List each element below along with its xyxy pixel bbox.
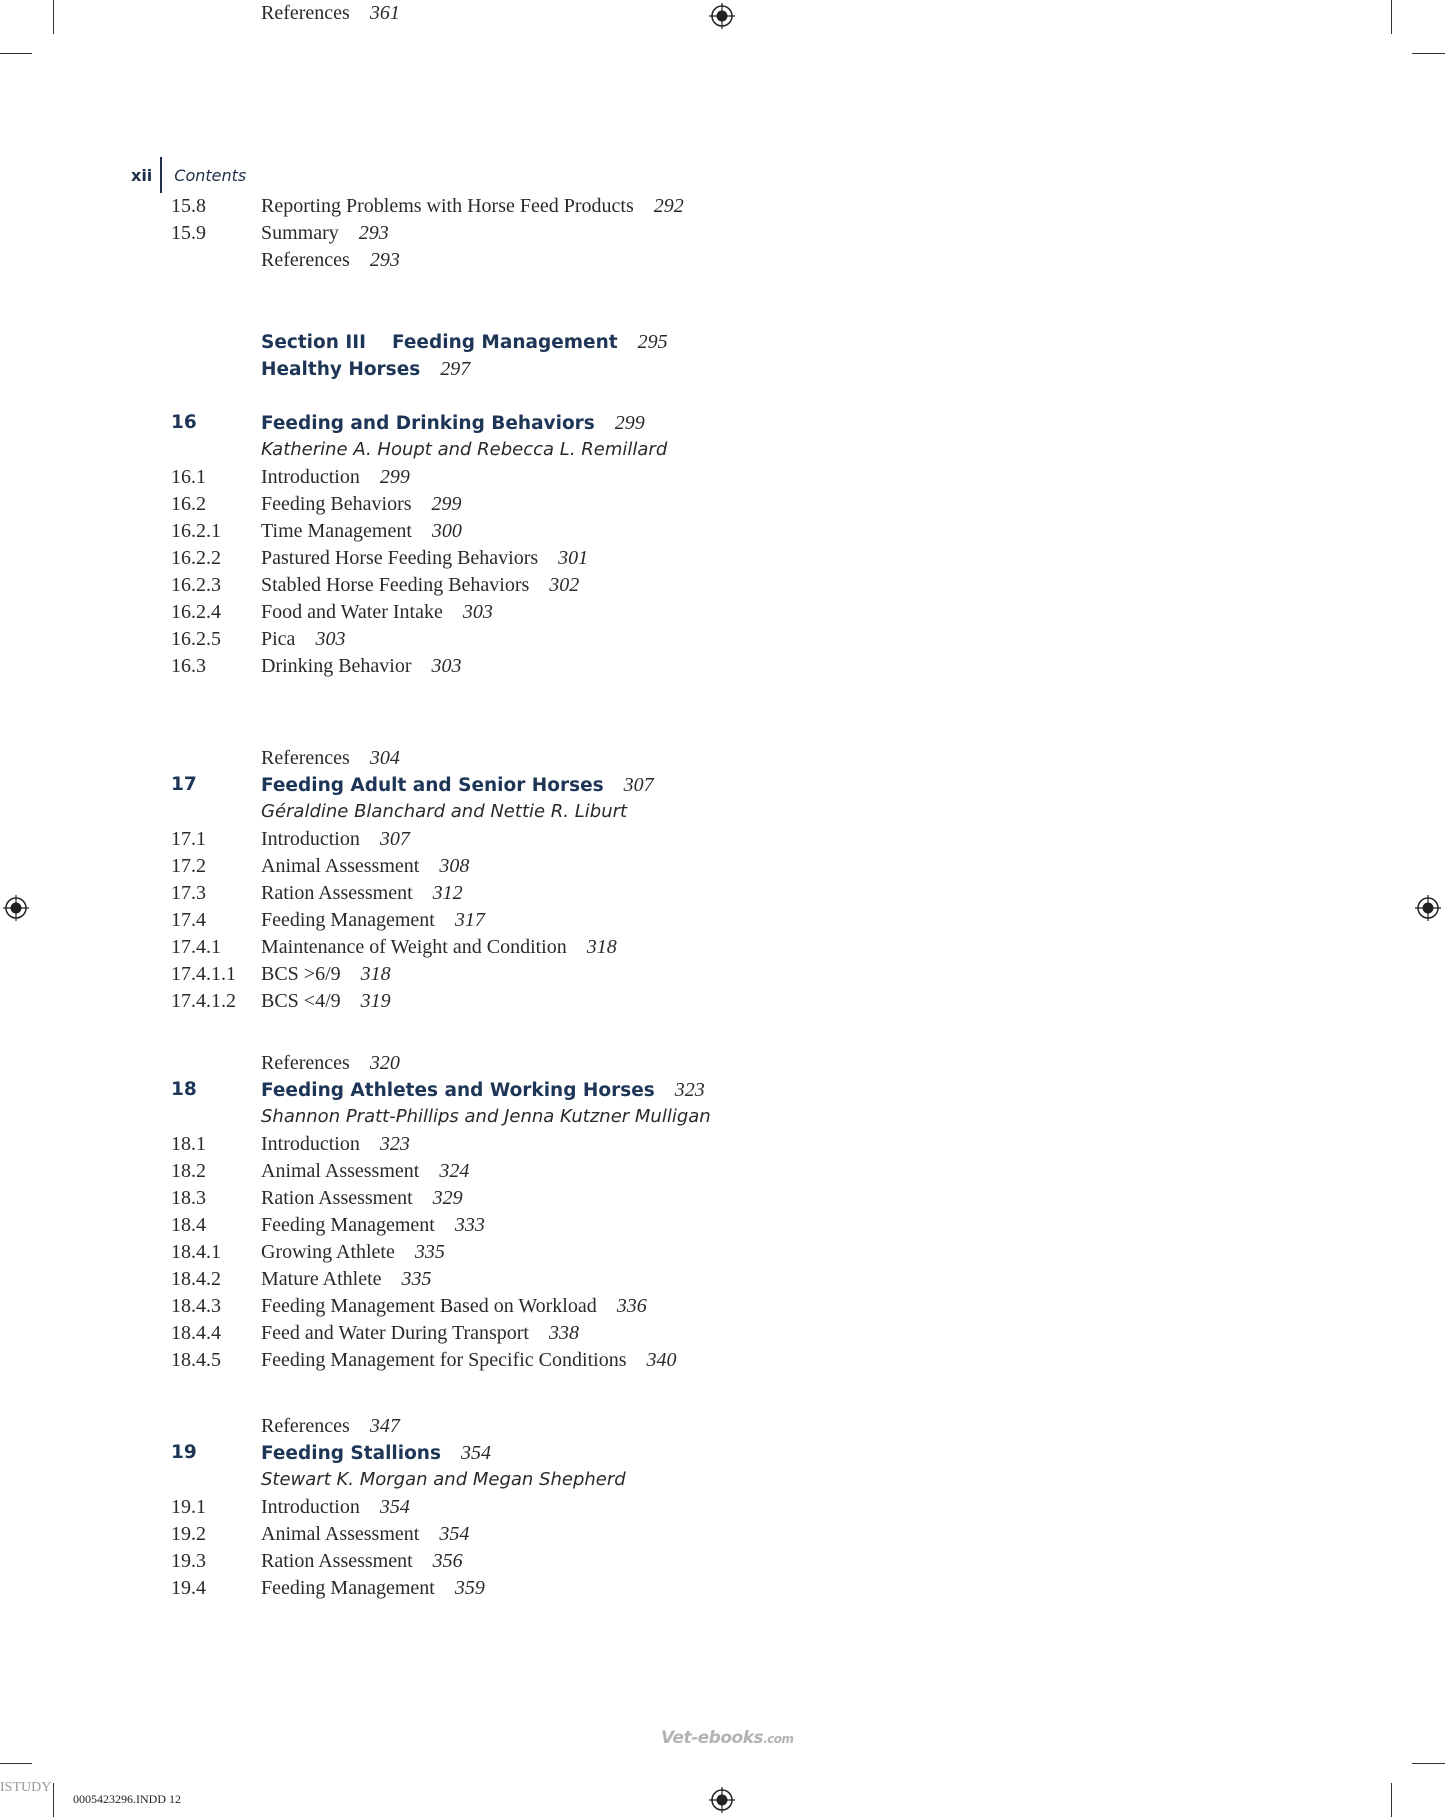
entry-number: 16.2 [171,493,206,515]
entry-title-wrap [261,1158,469,1184]
entry-title-wrap [261,491,462,517]
page-number: 299 [431,493,462,515]
entry-title-wrap [261,1413,400,1439]
entry-title: Introduction [261,466,360,488]
page-number: 318 [360,963,391,985]
entry-title-wrap [261,464,410,490]
entry-number: 18.1 [171,1133,206,1155]
page-number: 303 [431,655,462,677]
page-number: 297 [440,358,471,380]
page-number: 338 [549,1322,579,1344]
entry-number: 17.4.1.1 [171,963,236,985]
page-number: 312 [432,882,463,904]
entry-title-wrap [261,1050,400,1076]
page-number: 354 [461,1442,491,1464]
page-number: 320 [369,1052,400,1074]
entry-title: Stewart K. Morgan and Megan Shepherd [261,1469,626,1490]
entry-title-wrap [261,247,400,273]
page-number: 329 [432,1187,463,1209]
entry-title: Introduction [261,1496,360,1518]
page-number: 301 [558,547,589,569]
running-header [131,157,246,193]
entry-title: Ration Assessment [261,1187,413,1209]
page-number: 335 [401,1268,432,1290]
entry-title: Mature Athlete [261,1268,382,1290]
entry-title: Drinking Behavior [261,655,412,677]
page-number: 336 [616,1295,647,1317]
crop-mark [0,1763,32,1764]
entry-number: 19.2 [171,1523,206,1545]
page-number: 303 [315,628,346,650]
entry-title: Introduction [261,1133,360,1155]
page-number: 299 [379,466,410,488]
registration-mark-icon [1415,895,1441,921]
entry-title: Feeding Management for Specific Conditions [261,1349,627,1371]
entry-title-wrap [261,653,462,679]
crop-mark [1412,53,1445,54]
entry-title-wrap [261,1440,491,1467]
entry-number: 17.4.1.2 [171,990,236,1012]
page-number: 292 [653,195,684,217]
entry-number: 16.2.5 [171,628,221,650]
entry-title: Feeding and Drinking Behaviors [261,413,595,434]
entry-title-wrap [261,799,627,825]
watermark-text: Vet-ebooks [661,1728,764,1748]
page-number: 340 [646,1349,677,1371]
entry-title: Summary [261,222,339,244]
entry-title: Feed and Water During Transport [261,1322,529,1344]
entry-title-wrap [261,745,400,771]
entry-number: 16 [171,412,197,433]
side-tag: ISTUDY [0,1780,52,1795]
entry-number: 18.4.5 [171,1349,221,1371]
page-number: 324 [439,1160,470,1182]
entry-number: 15.8 [171,195,206,217]
entry-title-wrap [261,545,588,571]
crop-mark [53,0,54,34]
entry-title: Ration Assessment [261,1550,413,1572]
entry-title: Stabled Horse Feeding Behaviors [261,574,530,596]
entry-title-wrap [261,961,391,987]
file-slug: 0005423296.INDD 12 [73,1792,181,1806]
entry-number: 17 [171,774,197,795]
page-number: 303 [462,601,493,623]
entry-title: Healthy Horses [261,359,421,380]
entry-number: 18.4.4 [171,1322,221,1344]
entry-title: Animal Assessment [261,1523,420,1545]
running-title: Contents [174,165,247,185]
page-number: 299 [614,412,645,434]
header-divider [160,157,162,193]
entry-number: 16.2.4 [171,601,221,623]
entry-number: 15.9 [171,222,206,244]
page-number: 317 [454,909,485,931]
entry-number: 18.4.3 [171,1295,221,1317]
crop-mark [53,1783,54,1817]
entry-title-wrap [261,1239,445,1265]
entry-title-wrap [261,193,684,219]
page-number: 304 [369,747,400,769]
entry-number: 17.3 [171,882,206,904]
entry-number: 17.2 [171,855,206,877]
page-number: 333 [454,1214,485,1236]
registration-mark-icon [709,3,735,29]
entry-title: BCS >6/9 [261,963,341,985]
entry-title-wrap [261,934,617,960]
entry-title-wrap [261,329,668,356]
page-number: 359 [454,1577,485,1599]
entry-title: Feeding Management [261,1577,435,1599]
registration-mark-icon [709,1787,735,1813]
entry-title-wrap [261,907,485,933]
entry-number: 18.4 [171,1214,206,1236]
entry-title-wrap [261,1077,705,1104]
page-number: 308 [439,855,470,877]
page-number: 293 [358,222,389,244]
entry-number: 18.4.2 [171,1268,221,1290]
entry-number: 16.1 [171,466,206,488]
watermark-suffix: .com [763,1732,794,1746]
entry-title: Shannon Pratt-Phillips and Jenna Kutzner Mulligan [261,1106,711,1127]
entry-title-wrap [261,356,470,383]
entry-title: References [261,249,350,271]
page-number: 335 [414,1241,445,1263]
entry-number: 18.4.1 [171,1241,221,1263]
entry-title: Feeding Behaviors [261,493,412,515]
entry-title: Feeding Stallions [261,1443,441,1464]
page-number: 307 [623,774,654,796]
entry-title: References [261,2,350,24]
entry-title-wrap [261,1131,410,1157]
page-number: 323 [379,1133,410,1155]
entry-title-wrap [261,826,410,852]
registration-mark-icon [3,895,29,921]
entry-title-wrap [261,880,463,906]
entry-number: 16.2.2 [171,547,221,569]
entry-title: Feeding Athletes and Working Horses [261,1080,655,1101]
entry-number: 19.3 [171,1550,206,1572]
entry-title-wrap [261,1266,432,1292]
page-number: 318 [586,936,617,958]
entry-title-wrap [261,1347,676,1373]
page-number: 300 [431,520,462,542]
entry-title-wrap [261,220,389,246]
entry-title: Animal Assessment [261,855,420,877]
crop-mark [1391,1783,1392,1817]
page-number: 295 [637,331,668,353]
entry-title: Maintenance of Weight and Condition [261,936,567,958]
page-number: 347 [369,1415,400,1437]
entry-title: Feeding Adult and Senior Horses [261,775,604,796]
entry-title-wrap [261,1185,463,1211]
entry-title-wrap [261,853,469,879]
entry-title: Introduction [261,828,360,850]
entry-title: References [261,1052,350,1074]
entry-title-wrap [261,518,462,544]
entry-title: Pastured Horse Feeding Behaviors [261,547,539,569]
entry-title: Feeding Management Based on Workload [261,1295,597,1317]
entry-title: References [261,747,350,769]
entry-number: 18 [171,1079,197,1100]
entry-title-wrap [261,1467,626,1493]
entry-title-wrap [261,1320,579,1346]
page-number: 361 [369,2,400,24]
entry-number: 18.3 [171,1187,206,1209]
entry-number: 16.2.3 [171,574,221,596]
entry-title-wrap [261,572,579,598]
page-folio: xii [131,165,153,185]
entry-title-wrap [261,1293,647,1319]
page-number: 302 [549,574,580,596]
entry-title-wrap [261,1212,485,1238]
page-number: 293 [369,249,400,271]
entry-title: Pica [261,628,296,650]
crop-mark [0,53,32,54]
entry-title-wrap [261,1548,463,1574]
entry-title-wrap [261,626,345,652]
page-number: 307 [379,828,410,850]
entry-number: 17.4 [171,909,206,931]
section-label: Section III [261,332,366,353]
page-number: 354 [439,1523,470,1545]
entry-number: 18.2 [171,1160,206,1182]
page-number: 323 [674,1079,705,1101]
entry-title: Animal Assessment [261,1160,420,1182]
entry-title: Feeding Management [261,909,435,931]
entry-title-wrap [261,1494,410,1520]
entry-title-wrap [261,772,654,799]
entry-title: Time Management [261,520,412,542]
entry-title: Feeding Management [392,332,618,353]
entry-title: Katherine A. Houpt and Rebecca L. Remillard [261,439,668,460]
watermark [661,1728,794,1748]
entry-title: Reporting Problems with Horse Feed Products [261,195,634,217]
entry-title-wrap [261,410,645,437]
entry-title-wrap [261,0,400,26]
entry-number: 19.1 [171,1496,206,1518]
entry-title: Ration Assessment [261,882,413,904]
entry-title: References [261,1415,350,1437]
crop-mark [1412,1763,1445,1764]
page-number: 354 [379,1496,410,1518]
entry-title-wrap [261,1575,485,1601]
entry-number: 17.4.1 [171,936,221,958]
page-number: 356 [432,1550,463,1572]
entry-title: Growing Athlete [261,1241,395,1263]
entry-title-wrap [261,1521,469,1547]
entry-number: 16.2.1 [171,520,221,542]
entry-number: 17.1 [171,828,206,850]
entry-number: 19.4 [171,1577,206,1599]
entry-title-wrap [261,988,391,1014]
page-number: 319 [360,990,391,1012]
entry-title: Food and Water Intake [261,601,443,623]
entry-title: Géraldine Blanchard and Nettie R. Liburt [261,801,628,822]
entry-title-wrap [261,1104,711,1130]
entry-title: Feeding Management [261,1214,435,1236]
entry-title: BCS <4/9 [261,990,341,1012]
entry-number: 16.3 [171,655,206,677]
entry-title-wrap [261,599,493,625]
crop-mark [1391,0,1392,34]
entry-title-wrap [261,437,667,463]
entry-number: 19 [171,1442,197,1463]
